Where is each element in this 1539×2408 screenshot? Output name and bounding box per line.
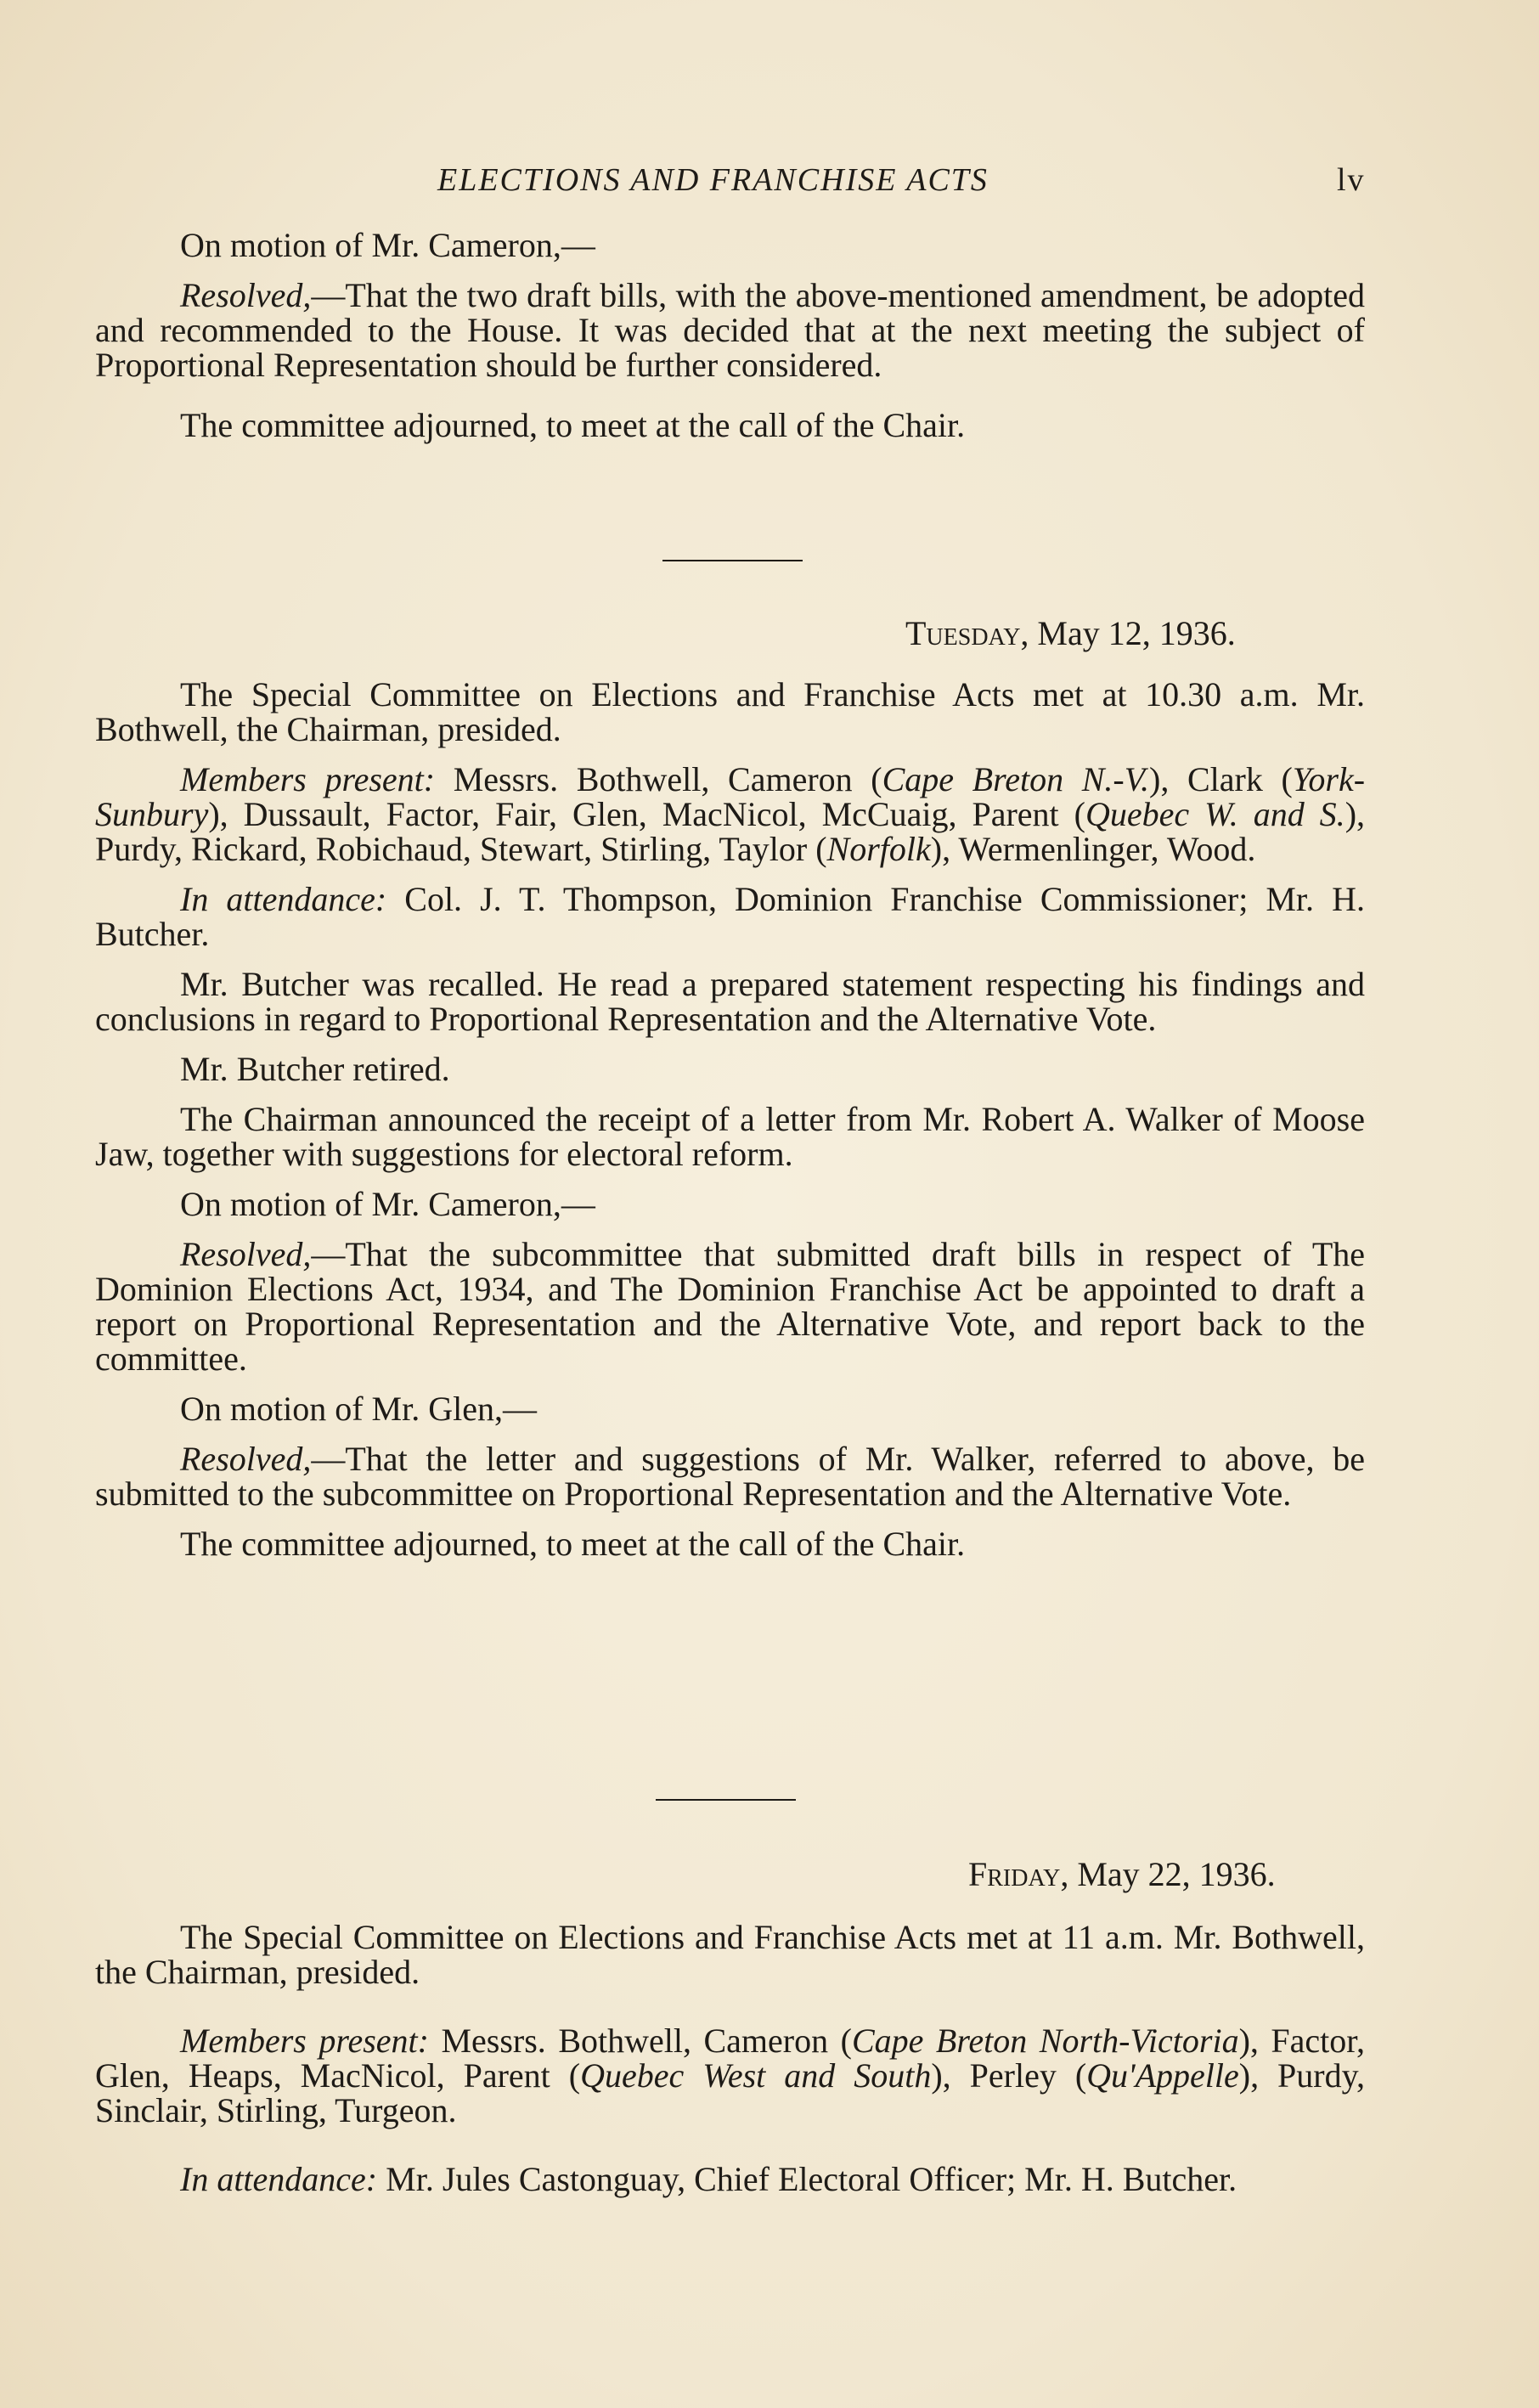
in-attendance	[95, 2162, 1365, 2197]
date-rest: May 12, 1936.	[1029, 614, 1236, 652]
meeting-date	[905, 613, 1236, 653]
riding-name: Qu'Appelle	[1086, 2056, 1239, 2095]
motion-text: On motion of Mr. Glen,—	[180, 1390, 537, 1428]
section-1	[95, 228, 1365, 443]
members-label: Members present:	[180, 760, 436, 798]
date-rest: May 22, 1936.	[1068, 1855, 1276, 1893]
motion-text: On motion of Mr. Cameron,—	[180, 226, 595, 264]
motion-text: On motion of Mr. Cameron,—	[180, 1185, 595, 1223]
members-text: Messrs. Bothwell, Cameron (	[435, 760, 882, 798]
page-number: lv	[1337, 162, 1366, 198]
resolved-text: —That the two draft bills, with the above-mentioned amendment, be adopted and recommended to the House. It was decided that at the next meeting the subject of Proportional Representation should be further considered.	[95, 276, 1365, 384]
attendance-label: In attendance:	[180, 880, 387, 918]
members-text: ), Dussault, Factor, Fair, Glen, MacNicol, McCuaig, Parent (	[208, 795, 1085, 833]
section-2	[95, 677, 1365, 1561]
letter-text: The Chairman announced the receipt of a letter from Mr. Robert A. Walker of Moose Jaw, together with suggestions for electoral reform.	[95, 1100, 1365, 1173]
riding-name: Cape Breton North-Victoria	[851, 2022, 1239, 2060]
members-text: ), Purdy, Sinclair, Stirling, Turgeon.	[95, 2056, 1366, 2129]
resolved-text: —That the subcommittee that submitted draft bills in respect of The Dominion Elections Act, 1934, and The Dominion Franchise Act be appointed to draft a report on Proportional Representation and the Alternative Vote, and report back to the committee.	[95, 1235, 1365, 1378]
members-text: ), Clark (	[1149, 760, 1293, 798]
members-present	[95, 762, 1365, 866]
section-3	[95, 1920, 1365, 2197]
in-attendance	[95, 882, 1365, 951]
riding-name: Quebec West and South	[580, 2056, 932, 2095]
section-divider	[656, 1799, 796, 1801]
header-title: ELECTIONS AND FRANCHISE ACTS	[437, 162, 989, 198]
members-label: Members present:	[180, 2022, 429, 2060]
meeting-met-text: The Special Committee on Elections and Franchise Acts met at 10.30 a.m. Mr. Bothwell, the Chairman, presided.	[95, 675, 1365, 748]
section-divider	[662, 560, 803, 561]
resolved-text: —That the letter and suggestions of Mr. Walker, referred to above, be submitted to the subcommittee on Proportional Representation and the Alternative Vote.	[95, 1440, 1365, 1513]
attendance-text: Mr. Jules Castonguay, Chief Electoral Officer; Mr. H. Butcher.	[377, 2160, 1237, 2198]
resolved-paragraph	[95, 1441, 1365, 1511]
riding-name: Quebec W. and S.	[1085, 795, 1345, 833]
members-text: Messrs. Bothwell, Cameron (	[428, 2022, 852, 2060]
riding-name: Norfolk	[826, 830, 931, 868]
members-text: ), Perley (	[931, 2056, 1087, 2095]
resolved-paragraph	[95, 1237, 1365, 1376]
riding-name: York-Sunbury	[95, 760, 1366, 833]
resolved-label: Resolved,	[180, 276, 312, 314]
resolved-paragraph	[95, 278, 1365, 382]
date-day: Friday,	[968, 1855, 1069, 1893]
recalled-text: Mr. Butcher was recalled. He read a prepared statement respecting his findings and conclusions in regard to Proportional Representation and the Alternative Vote.	[95, 965, 1365, 1038]
adjourned-text: The committee adjourned, to meet at the call of the Chair.	[180, 1525, 966, 1563]
adjourned-text: The committee adjourned, to meet at the call of the Chair.	[180, 406, 966, 444]
retired-text: Mr. Butcher retired.	[180, 1050, 450, 1088]
meeting-date	[968, 1854, 1276, 1894]
resolved-label: Resolved,	[180, 1440, 312, 1478]
attendance-text: Col. J. T. Thompson, Dominion Franchise Commissioner; Mr. H. Butcher.	[95, 880, 1365, 953]
attendance-label: In attendance:	[180, 2160, 378, 2198]
date-day: Tuesday,	[905, 614, 1029, 652]
resolved-label: Resolved,	[180, 1235, 312, 1273]
riding-name: Cape Breton N.-V.	[882, 760, 1149, 798]
members-text: ), Purdy, Rickard, Robichaud, Stewart, Stirling, Taylor (	[95, 795, 1366, 868]
members-text: ), Factor, Glen, Heaps, MacNicol, Parent (	[95, 2022, 1365, 2095]
meeting-met-text: The Special Committee on Elections and Franchise Acts met at 11 a.m. Mr. Bothwell, the Chairman, presided.	[95, 1918, 1365, 1991]
members-present	[95, 2023, 1365, 2128]
members-text: ), Wermenlinger, Wood.	[930, 830, 1256, 868]
